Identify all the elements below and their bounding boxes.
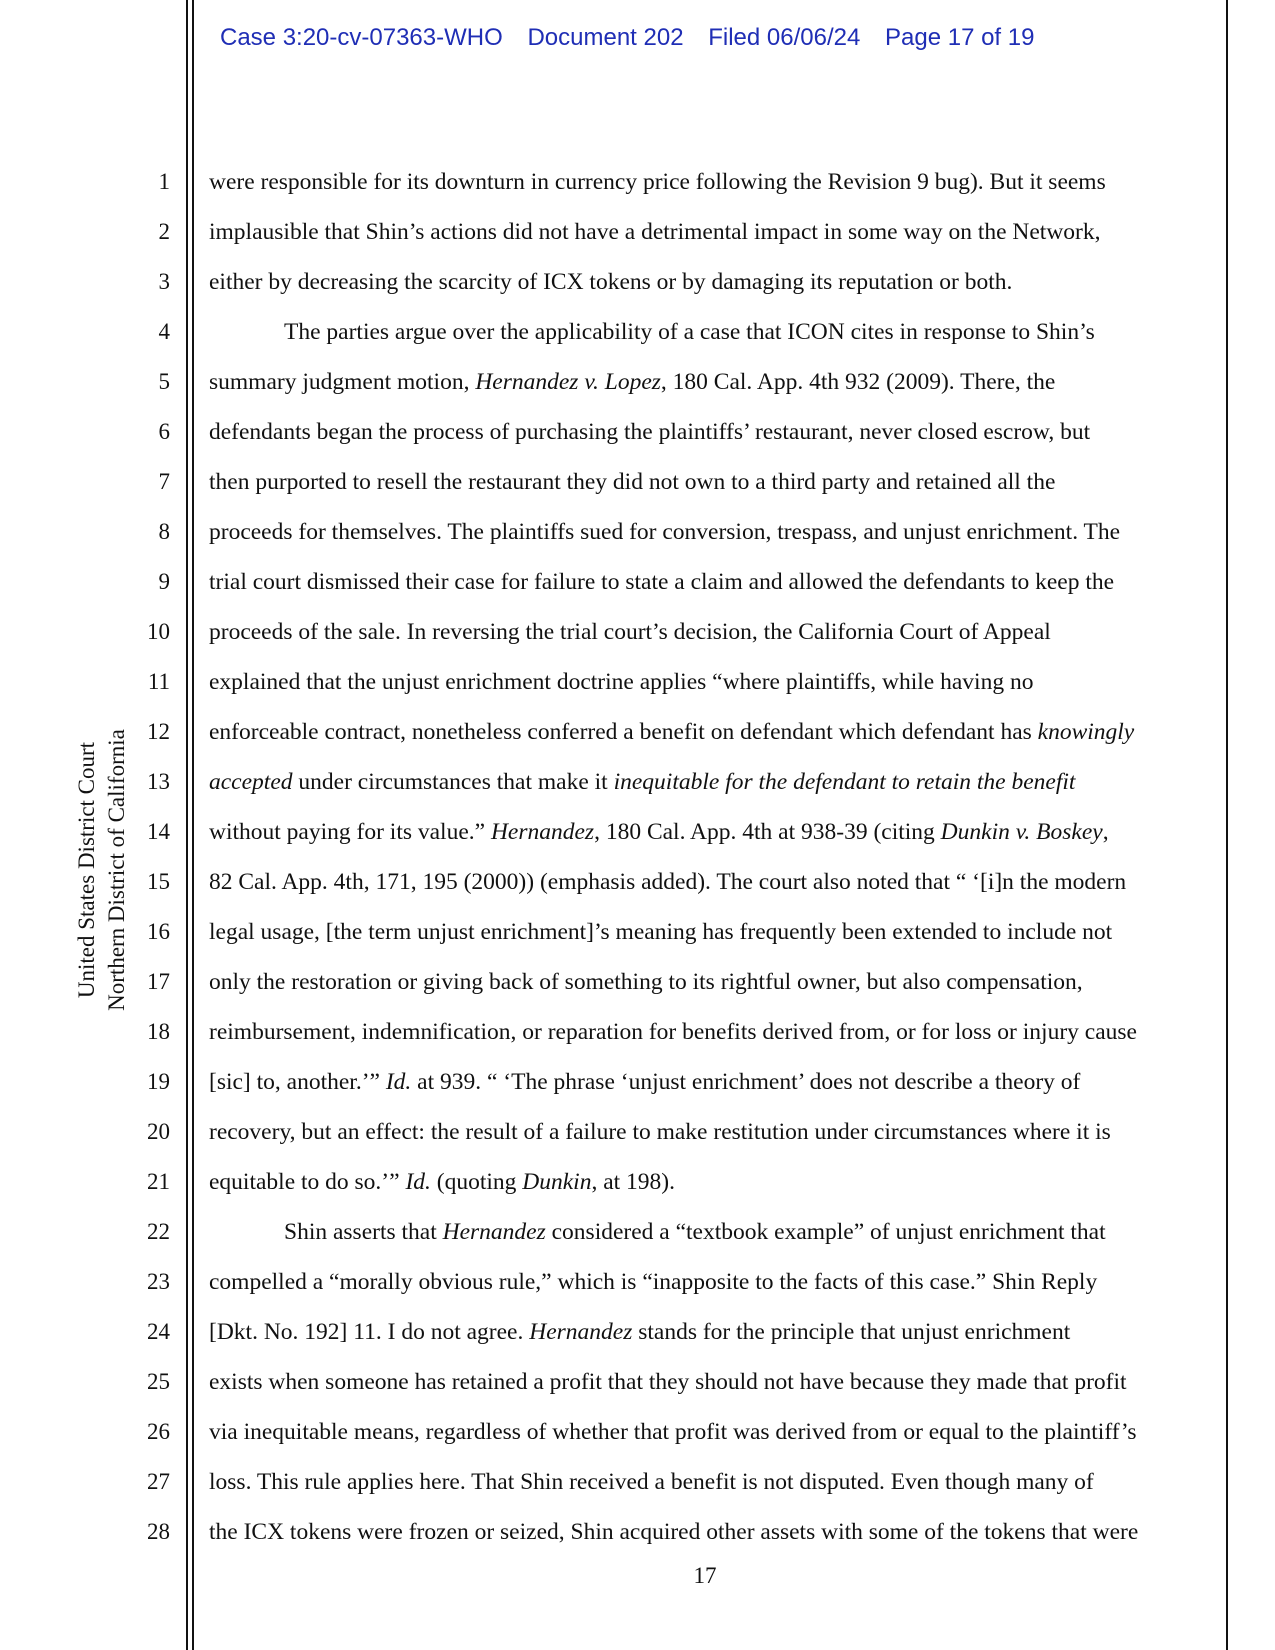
text-line: proceeds for themselves. The plaintiffs sued for conversion, trespass, and unjust enrichment. The xyxy=(209,519,1121,545)
line-number: 12 xyxy=(147,719,170,744)
line-number: 6 xyxy=(158,419,170,444)
line-number: 18 xyxy=(147,1019,170,1044)
case-number: Case 3:20-cv-07363-WHO xyxy=(220,24,503,51)
line-number: 16 xyxy=(147,919,170,944)
text-line: explained that the unjust enrichment doctrine applies “where plaintiffs, while having no xyxy=(209,669,1034,695)
page-number: 17 xyxy=(693,1563,717,1588)
line-number: 24 xyxy=(147,1319,170,1344)
text-line: summary judgment motion, Hernandez v. Lopez, 180 Cal. App. 4th 932 (2009). There, the xyxy=(209,369,1056,395)
text-line: then purported to resell the restaurant they did not own to a third party and retained all the xyxy=(209,469,1056,495)
text-line: legal usage, [the term unjust enrichment]’s meaning has frequently been extended to include not xyxy=(209,919,1113,945)
text-line: [Dkt. No. 192] 11. I do not agree. Hernandez stands for the principle that unjust enrichment xyxy=(209,1319,1071,1345)
line-number: 23 xyxy=(147,1269,170,1294)
line-number: 11 xyxy=(147,669,170,694)
line-number: 21 xyxy=(147,1169,170,1194)
page-indicator: Page 17 of 19 xyxy=(885,24,1035,51)
text-line: accepted under circumstances that make it inequitable for the defendant to retain the benefit xyxy=(209,769,1076,795)
text-line: enforceable contract, nonetheless conferred a benefit on defendant which defendant has knowingly xyxy=(209,719,1135,745)
line-number: 19 xyxy=(147,1069,170,1094)
line-number: 4 xyxy=(158,319,170,344)
line-number: 26 xyxy=(147,1419,170,1444)
text-line: The parties argue over the applicability of a case that ICON cites in response to Shin’s xyxy=(284,319,1095,345)
text-line: equitable to do so.’” Id. (quoting Dunkin, at 198). xyxy=(209,1169,676,1195)
line-number: 15 xyxy=(147,869,170,894)
line-number: 7 xyxy=(158,469,170,494)
text-line: without paying for its value.” Hernandez, 180 Cal. App. 4th at 938-39 (citing Dunkin v. Boskey, xyxy=(209,819,1109,845)
document-number: Document 202 xyxy=(527,24,684,51)
text-line: only the restoration or giving back of something to its rightful owner, but also compensation, xyxy=(209,969,1083,995)
left-margin-rule xyxy=(186,0,188,1650)
court-name-line2: Northern District of California xyxy=(104,729,129,1011)
text-line: via inequitable means, regardless of whether that profit was derived from or equal to the plaintiff’s xyxy=(209,1419,1137,1445)
left-margin-rule-inner xyxy=(192,0,194,1650)
line-number: 14 xyxy=(147,819,170,844)
court-name-line1: United States District Court xyxy=(74,741,99,999)
line-number: 25 xyxy=(147,1369,170,1394)
right-margin-rule xyxy=(1226,0,1228,1650)
line-number: 17 xyxy=(147,969,170,994)
line-number: 10 xyxy=(147,619,170,644)
line-number: 5 xyxy=(158,369,170,394)
line-number: 1 xyxy=(158,169,170,194)
filed-date: Filed 06/06/24 xyxy=(708,24,861,51)
text-line: [sic] to, another.’” Id. at 939. “ ‘The phrase ‘unjust enrichment’ does not describe a theory of xyxy=(209,1069,1081,1095)
case-header xyxy=(220,24,1052,52)
text-line: recovery, but an effect: the result of a failure to make restitution under circumstances where it is xyxy=(209,1119,1111,1145)
line-number: 13 xyxy=(147,769,170,794)
line-number: 2 xyxy=(158,219,170,244)
text-line: implausible that Shin’s actions did not have a detrimental impact in some way on the Network, xyxy=(209,219,1101,245)
text-line: compelled a “morally obvious rule,” which is “inapposite to the facts of this case.” Shin Reply xyxy=(209,1269,1098,1295)
line-number: 9 xyxy=(158,569,170,594)
text-line: proceeds of the sale. In reversing the trial court’s decision, the California Court of Appeal xyxy=(209,619,1051,645)
line-number: 27 xyxy=(147,1469,170,1494)
text-line: loss. This rule applies here. That Shin received a benefit is not disputed. Even though many of xyxy=(209,1469,1094,1495)
line-number: 22 xyxy=(147,1219,170,1244)
text-line: reimbursement, indemnification, or reparation for benefits derived from, or for loss or injury cause xyxy=(209,1019,1137,1045)
text-line: were responsible for its downturn in currency price following the Revision 9 bug). But it seems xyxy=(209,169,1106,195)
line-number: 3 xyxy=(158,269,170,294)
line-number: 8 xyxy=(158,519,170,544)
text-line: the ICX tokens were frozen or seized, Shin acquired other assets with some of the tokens that were xyxy=(209,1519,1139,1545)
text-line: either by decreasing the scarcity of ICX tokens or by damaging its reputation or both. xyxy=(209,269,1013,295)
text-line: exists when someone has retained a profit that they should not have because they made that profit xyxy=(209,1369,1127,1395)
line-number: 20 xyxy=(147,1119,170,1144)
text-line: defendants began the process of purchasing the plaintiffs’ restaurant, never closed escrow, but xyxy=(209,419,1091,445)
line-number: 28 xyxy=(147,1519,170,1544)
text-line: 82 Cal. App. 4th, 171, 195 (2000)) (emphasis added). The court also noted that “ ‘[i]n the modern xyxy=(209,869,1127,895)
text-line: trial court dismissed their case for failure to state a claim and allowed the defendants to keep the xyxy=(209,569,1115,595)
text-line: Shin asserts that Hernandez considered a “textbook example” of unjust enrichment that xyxy=(284,1219,1106,1245)
